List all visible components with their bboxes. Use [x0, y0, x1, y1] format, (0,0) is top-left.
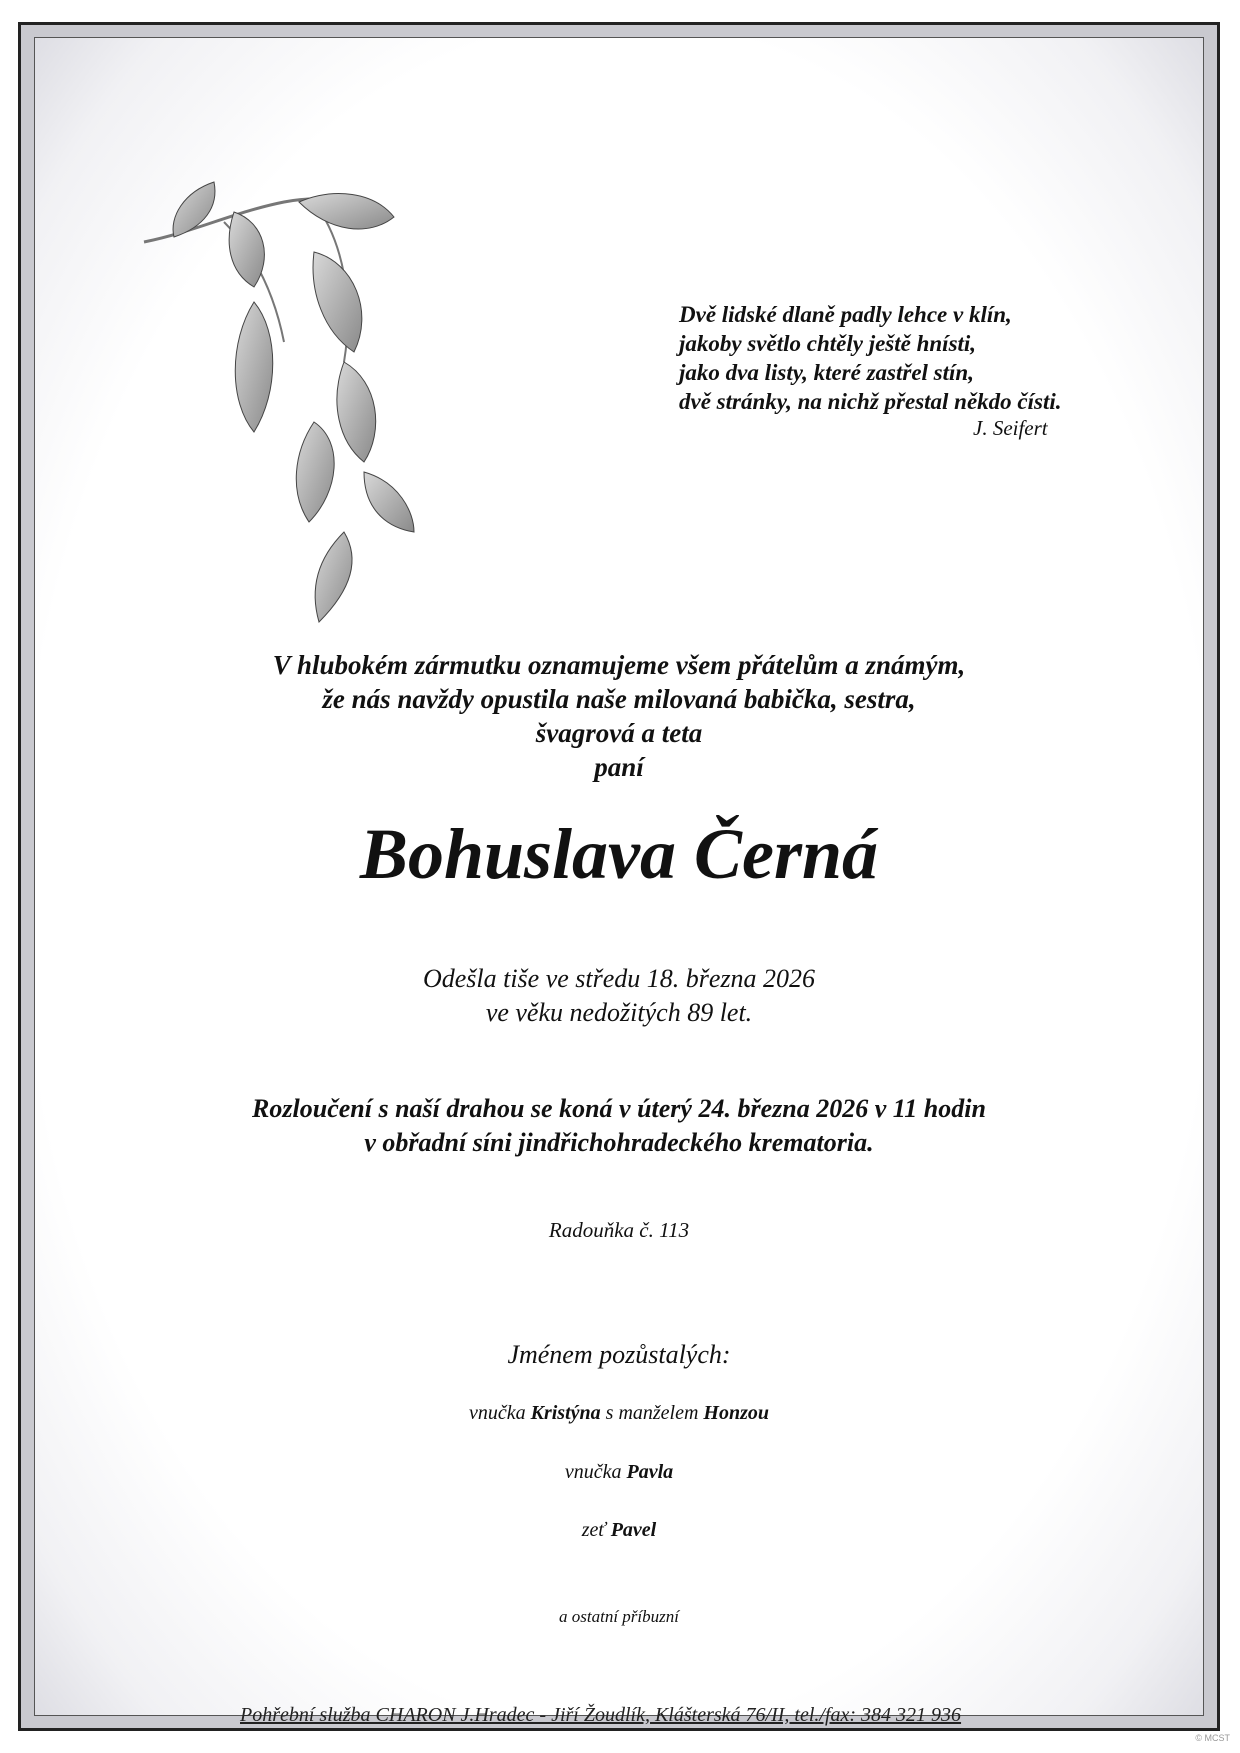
family-member: [18, 1519, 1220, 1542]
death-info-line: Odešla tiše ve středu 18. března 2026: [422, 964, 816, 993]
death-info: [18, 962, 1220, 1030]
farewell-line: Rozloučení s naší drahou se koná v úterý 24. března 2026 v 11 hodin: [252, 1094, 986, 1123]
death-info-line: ve věku nedožitých 89 let.: [485, 998, 753, 1027]
poem-line: Dvě lidské dlaně padly lehce v klín,: [679, 302, 1012, 327]
poem-line: jakoby světlo chtěly ještě hnísti,: [679, 331, 977, 356]
poem-author: J. Seifert: [973, 416, 1048, 440]
announcement-line: paní: [594, 752, 644, 782]
relation: zeť: [581, 1519, 611, 1541]
address: Radouňka č. 113: [548, 1218, 690, 1242]
announcement-line: že nás navždy opustila naše milovaná babička, sestra,: [322, 684, 916, 714]
family-member: [18, 1461, 1220, 1484]
relation: vnučka: [564, 1461, 627, 1483]
funeral-service-footer: Pohřební služba CHARON J.Hradec - Jiří Žoudlík, Klášterská 76/II, tel./fax: 384 321 936: [240, 1704, 962, 1726]
falling-leaves-icon: [114, 162, 494, 642]
announcement: [18, 648, 1220, 784]
poem: [679, 300, 1139, 443]
announcement-line: švagrová a teta: [535, 718, 703, 748]
deceased-name: Bohuslava Černá: [359, 814, 879, 894]
member-name: Kristýna: [530, 1402, 601, 1424]
relation: vnučka: [468, 1402, 531, 1424]
obituary-notice: [18, 22, 1220, 1731]
farewell-line: v obřadní síni jindřichohradeckého krematoria.: [364, 1128, 874, 1157]
farewell-info: [18, 1092, 1220, 1160]
announcement-line: V hlubokém zármutku oznamujeme všem přátelům a známým,: [272, 650, 966, 680]
relation: s manželem: [600, 1402, 704, 1424]
family-heading: Jménem pozůstalých:: [507, 1340, 731, 1369]
member-name: Pavla: [626, 1461, 674, 1483]
poem-line: jako dva listy, které zastřel stín,: [679, 360, 974, 385]
member-name: Honzou: [703, 1402, 770, 1424]
poem-line: dvě stránky, na nichž přestal někdo čísti.: [679, 389, 1062, 414]
family-member: [18, 1402, 1220, 1425]
other-relatives: a ostatní příbuzní: [559, 1607, 679, 1626]
member-name: Pavel: [610, 1519, 657, 1541]
watermark: © MCST: [1195, 1733, 1230, 1743]
